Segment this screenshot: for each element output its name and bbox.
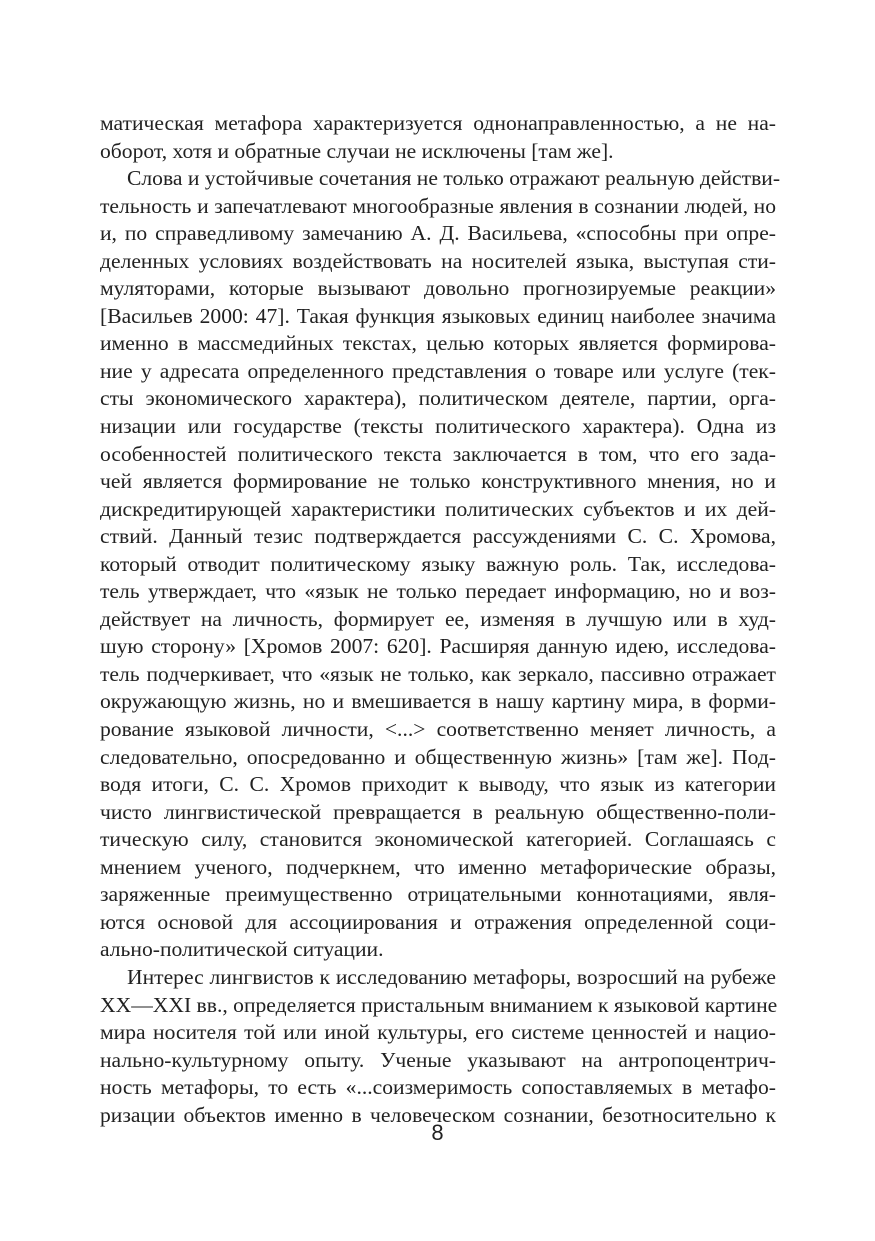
text-line: окружающую жизнь, но и вмешивается в нашу картину мира, в форми- xyxy=(100,689,776,714)
text-line: нально-культурному опыту. Ученые указывают на антропоцентрич- xyxy=(100,1047,776,1072)
text-line: [Васильев 2000: 47]. Такая функция языковых единиц наиболее значима xyxy=(100,303,776,328)
text-line: мира носителя той или иной культуры, его системе ценностей и нацио- xyxy=(100,1020,776,1045)
text-line: следовательно, опосредованно и общественную жизнь» [там же]. Под- xyxy=(100,744,776,769)
text-line: деленных условиях воздействовать на носителей языка, выступая сти- xyxy=(100,248,776,273)
text-line: тель подчеркивает, что «язык не только, как зеркало, пассивно отражает xyxy=(100,661,776,686)
page-number: 8 xyxy=(431,1120,444,1145)
text-line: сты экономического характера), политическом деятеле, партии, орга- xyxy=(100,386,776,411)
text-line: рование языковой личности, <...> соответственно меняет личность, а xyxy=(100,717,776,742)
paragraph-1 xyxy=(100,110,776,165)
text-line: действует на личность, формирует ее, изменяя в лучшую или в худ- xyxy=(100,606,776,631)
text-line: особенностей политического текста заключается в том, что его зада- xyxy=(100,441,776,466)
paragraph-2 xyxy=(100,165,781,964)
text-line: и, по справедливому замечанию А. Д. Васильева, «способны при опре- xyxy=(100,221,776,246)
text-line: низации или государстве (тексты политического характера). Одна из xyxy=(100,414,776,439)
text-line: ние у адресата определенного представления о товаре или услуге (тек- xyxy=(100,358,776,383)
text-line: чисто лингвистической превращается в реальную общественно-поли- xyxy=(100,799,776,824)
text-line: тическую силу, становится экономической категорией. Соглашаясь с xyxy=(100,827,776,852)
text-line: ются основой для ассоциирования и отражения определенной соци- xyxy=(100,909,776,934)
text-line: мнением ученого, подчеркнем, что именно метафорические образы, xyxy=(100,854,776,879)
body-text xyxy=(100,110,781,1129)
text-line: шую сторону» [Хромов 2007: 620]. Расширяя данную идею, исследова- xyxy=(100,634,776,659)
text-line: муляторами, которые вызывают довольно прогнозируемые реакции» xyxy=(100,276,776,301)
text-line: ально-политической ситуации. xyxy=(100,937,384,962)
text-line: ность метафоры, то есть «...соизмеримость сопоставляемых в метафо- xyxy=(100,1075,776,1100)
text-line: Слова и устойчивые сочетания не только отражают реальную действи- xyxy=(127,166,781,191)
text-line: матическая метафора характеризуется однонаправленностью, а не на- xyxy=(100,111,776,135)
text-line: тельность и запечатлевают многообразные явления в сознании людей, но xyxy=(100,193,776,218)
text-line: ствий. Данный тезис подтверждается рассуждениями С. С. Хромова, xyxy=(100,524,776,549)
text-line: Интерес лингвистов к исследованию метафоры, возросший на рубеже xyxy=(127,964,776,989)
text-line: XX—XXI вв., определяется пристальным вниманием к языковой картине xyxy=(100,992,778,1017)
text-line: оборот, хотя и обратные случаи не исключены [там же]. xyxy=(100,138,614,163)
text-line: который отводит политическому языку важную роль. Так, исследова- xyxy=(100,551,776,576)
text-line: чей является формирование не только конструктивного мнения, но и xyxy=(100,469,776,494)
text-line: дискредитирующей характеристики политических субъектов и их дей- xyxy=(100,496,776,521)
text-line: водя итоги, С. С. Хромов приходит к выводу, что язык из категории xyxy=(100,772,776,797)
text-line: заряженные преимущественно отрицательными коннотациями, явля- xyxy=(100,882,776,907)
text-line: ризации объектов именно в человеческом сознании, безотносительно к xyxy=(100,1102,776,1127)
text-line: тель утверждает, что «язык не только передает информацию, но и воз- xyxy=(100,579,776,604)
text-line: именно в массмедийных текстах, целью которых является формирова- xyxy=(100,331,776,356)
paragraph-3 xyxy=(100,964,776,1129)
